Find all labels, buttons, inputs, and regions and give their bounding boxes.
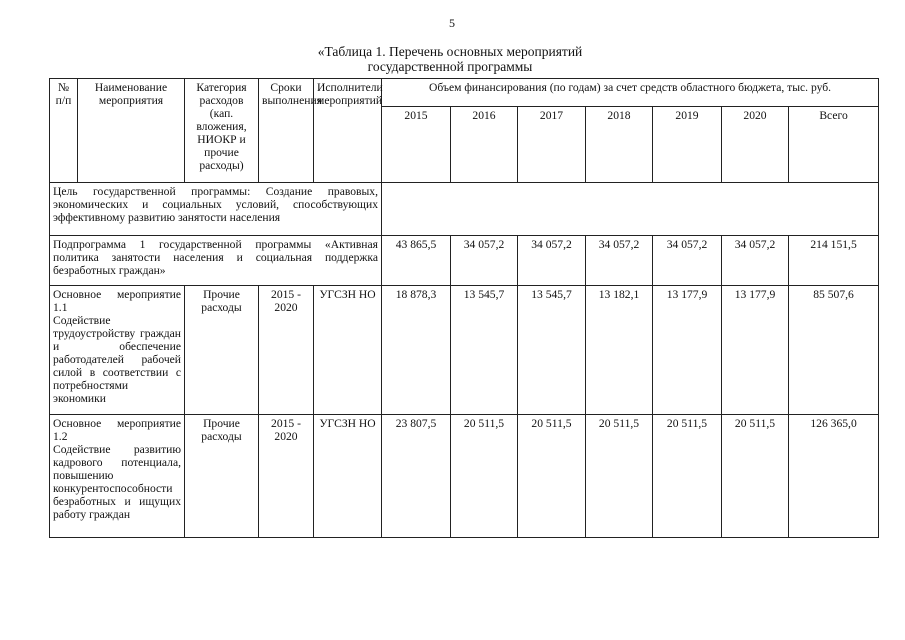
header-year: 2015 [382, 107, 451, 183]
subprogram-total: 214 151,5 [789, 236, 879, 286]
table-caption-line2: государственной программы [367, 59, 533, 74]
header-category: Категория расходов (кап. вложения, НИОКР и прочие расходы) [185, 79, 259, 183]
header-total: Всего [789, 107, 879, 183]
header-row [50, 79, 879, 107]
table-row [50, 286, 879, 415]
measure-executor: УГСЗН НО [314, 415, 382, 538]
header-executors: Исполнители мероприятий [314, 79, 382, 183]
measure-description: Содействие развитию кадрового потенциала, повышению конкурентоспособности безработных и ищущих работу граждан [53, 443, 181, 521]
measure-value: 20 511,5 [722, 415, 789, 538]
subprogram-value: 34 057,2 [586, 236, 653, 286]
table-caption-line1: «Таблица 1. Перечень основных мероприятий [317, 44, 583, 59]
measure-value: 13 545,7 [518, 286, 586, 415]
subprogram-value: 34 057,2 [451, 236, 518, 286]
subprogram-value: 34 057,2 [653, 236, 722, 286]
subprogram-value: 34 057,2 [518, 236, 586, 286]
table-caption [200, 44, 700, 74]
header-name: Наименование мероприятия [78, 79, 185, 183]
measures-table [49, 78, 879, 538]
goal-empty-cell [382, 183, 879, 236]
measure-value: 20 511,5 [451, 415, 518, 538]
measure-terms: 2015 - 2020 [259, 415, 314, 538]
measure-name [50, 415, 185, 538]
table-row [50, 415, 879, 538]
measure-title: Основное мероприятие 1.1 [53, 288, 181, 314]
subprogram-name: Подпрограмма 1 государственной программы «Активная политика занятости населения и социальная поддержка безработных граждан» [50, 236, 382, 286]
header-terms: Сроки выполнения [259, 79, 314, 183]
measure-value: 23 807,5 [382, 415, 451, 538]
measure-value: 20 511,5 [586, 415, 653, 538]
measure-value: 13 182,1 [586, 286, 653, 415]
header-year: 2016 [451, 107, 518, 183]
measure-total: 85 507,6 [789, 286, 879, 415]
subprogram-value: 43 865,5 [382, 236, 451, 286]
goal-text: Цель государственной программы: Создание правовых, экономических и социальных условий, способствующих эффективному развитию занятости населения [50, 183, 382, 236]
measure-value: 13 177,9 [653, 286, 722, 415]
header-funding: Объем финансирования (по годам) за счет средств областного бюджета, тыс. руб. [382, 79, 879, 107]
measure-value: 20 511,5 [518, 415, 586, 538]
measure-value: 18 878,3 [382, 286, 451, 415]
header-num: № п/п [50, 79, 78, 183]
subprogram-row [50, 236, 879, 286]
page-number: 5 [449, 16, 455, 30]
measure-value: 13 177,9 [722, 286, 789, 415]
subprogram-value: 34 057,2 [722, 236, 789, 286]
measure-category: Прочие расходы [185, 415, 259, 538]
measure-title: Основное мероприятие 1.2 [53, 417, 181, 443]
goal-row [50, 183, 879, 236]
header-year: 2017 [518, 107, 586, 183]
measure-value: 13 545,7 [451, 286, 518, 415]
measure-executor: УГСЗН НО [314, 286, 382, 415]
header-year: 2019 [653, 107, 722, 183]
header-year: 2018 [586, 107, 653, 183]
measure-total: 126 365,0 [789, 415, 879, 538]
measure-terms: 2015 - 2020 [259, 286, 314, 415]
measure-value: 20 511,5 [653, 415, 722, 538]
header-year: 2020 [722, 107, 789, 183]
measure-category: Прочие расходы [185, 286, 259, 415]
measure-description: Содействие трудоустройству граждан и обеспечение работодателей рабочей силой в соответствии с потребностями экономики [53, 314, 181, 405]
measure-name [50, 286, 185, 415]
